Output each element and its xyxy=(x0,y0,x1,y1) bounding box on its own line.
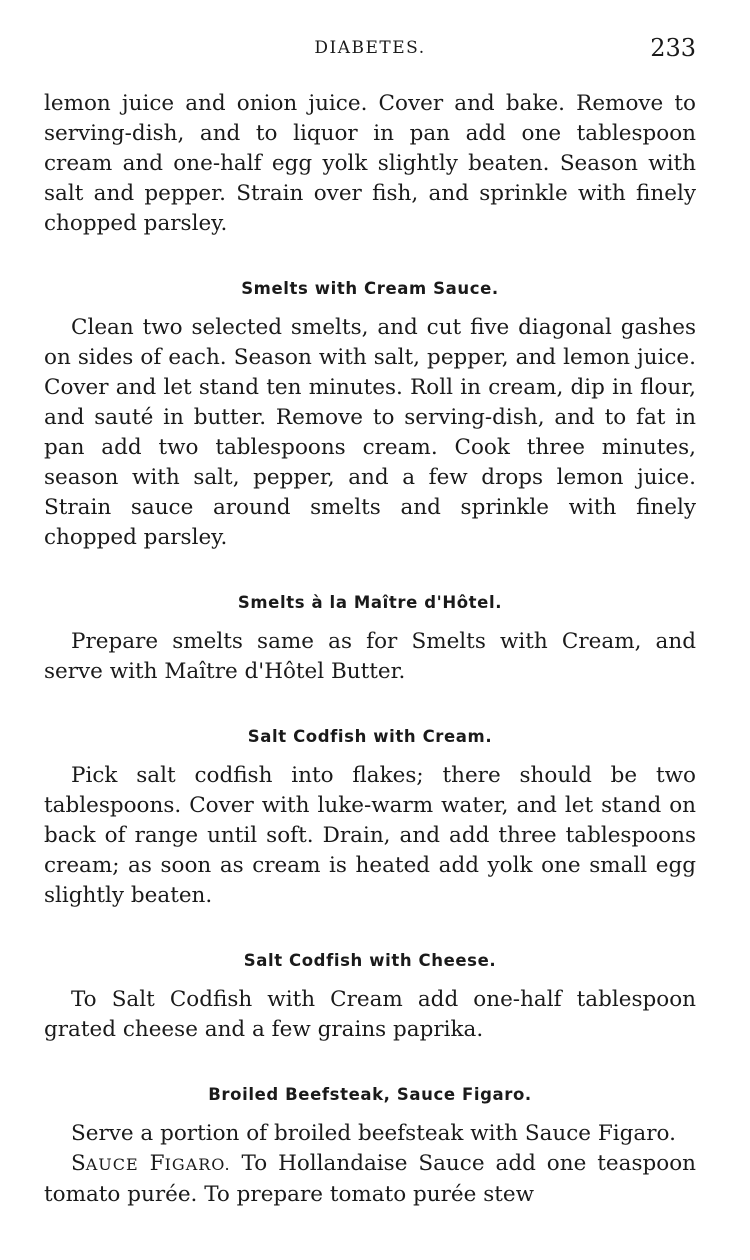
recipe-title-broiled-beefsteak: Broiled Beefsteak, Sauce Figaro. xyxy=(208,1085,532,1104)
running-title: DIABETES. xyxy=(314,38,426,58)
running-head xyxy=(44,34,696,64)
recipe-title-salt-codfish-cheese: Salt Codfish with Cheese. xyxy=(243,951,497,970)
recipe-text-salt-codfish-cream: Pick salt codfish into flakes; there should be two tablespoons. Cover with luke-warm water, and let stand on back of range until soft. Drain, and add three tablespoons cream; as soon as cream is heated add yolk one small egg slightly beaten. xyxy=(44,763,696,908)
sauce-figaro-label: SAUCE FIGARO. xyxy=(71,1151,231,1176)
recipe-title-salt-codfish-cream: Salt Codfish with Cream. xyxy=(247,727,493,746)
recipe-title-smelts-maitre-dhotel: Smelts à la Maître d'Hôtel. xyxy=(237,593,503,612)
sauce-figaro-text: To Hollandaise Sauce add one teaspoon tomato purée. To prepare tomato purée stew xyxy=(44,1151,696,1207)
sauce-figaro-paragraph xyxy=(44,1149,696,1210)
recipe-title-smelts-cream-sauce: Smelts with Cream Sauce. xyxy=(241,279,499,298)
continued-paragraph: lemon juice and onion juice. Cover and bake. Remove to serving-dish, and to liquor in pan add one tablespoon cream and one-half egg yolk slightly beaten. Season with salt and pepper. Strain over fish, and sprinkle with finely chopped parsley. xyxy=(44,91,696,236)
page-number: 233 xyxy=(650,34,696,62)
recipe-text-salt-codfish-cheese: To Salt Codfish with Cream add one-half tablespoon grated cheese and a few grains paprika. xyxy=(44,987,696,1042)
recipe-text-smelts-cream-sauce: Clean two selected smelts, and cut five diagonal gashes on sides of each. Season with salt, pepper, and lemon juice. Cover and let stand ten minutes. Roll in cream, dip in flour, and sauté in butter. Remove to serving-dish, and to fat in pan add two tablespoons cream. Cook three minutes, season with salt, pepper, and a few drops lemon juice. Strain sauce around smelts and sprinkle with finely chopped parsley. xyxy=(44,315,696,550)
page-content xyxy=(44,89,696,1210)
recipe-text-smelts-maitre-dhotel: Prepare smelts same as for Smelts with Cream, and serve with Maître d'Hôtel Butter. xyxy=(44,629,696,684)
recipe-text-broiled-beefsteak: Serve a portion of broiled beefsteak with Sauce Figaro. xyxy=(71,1121,676,1146)
